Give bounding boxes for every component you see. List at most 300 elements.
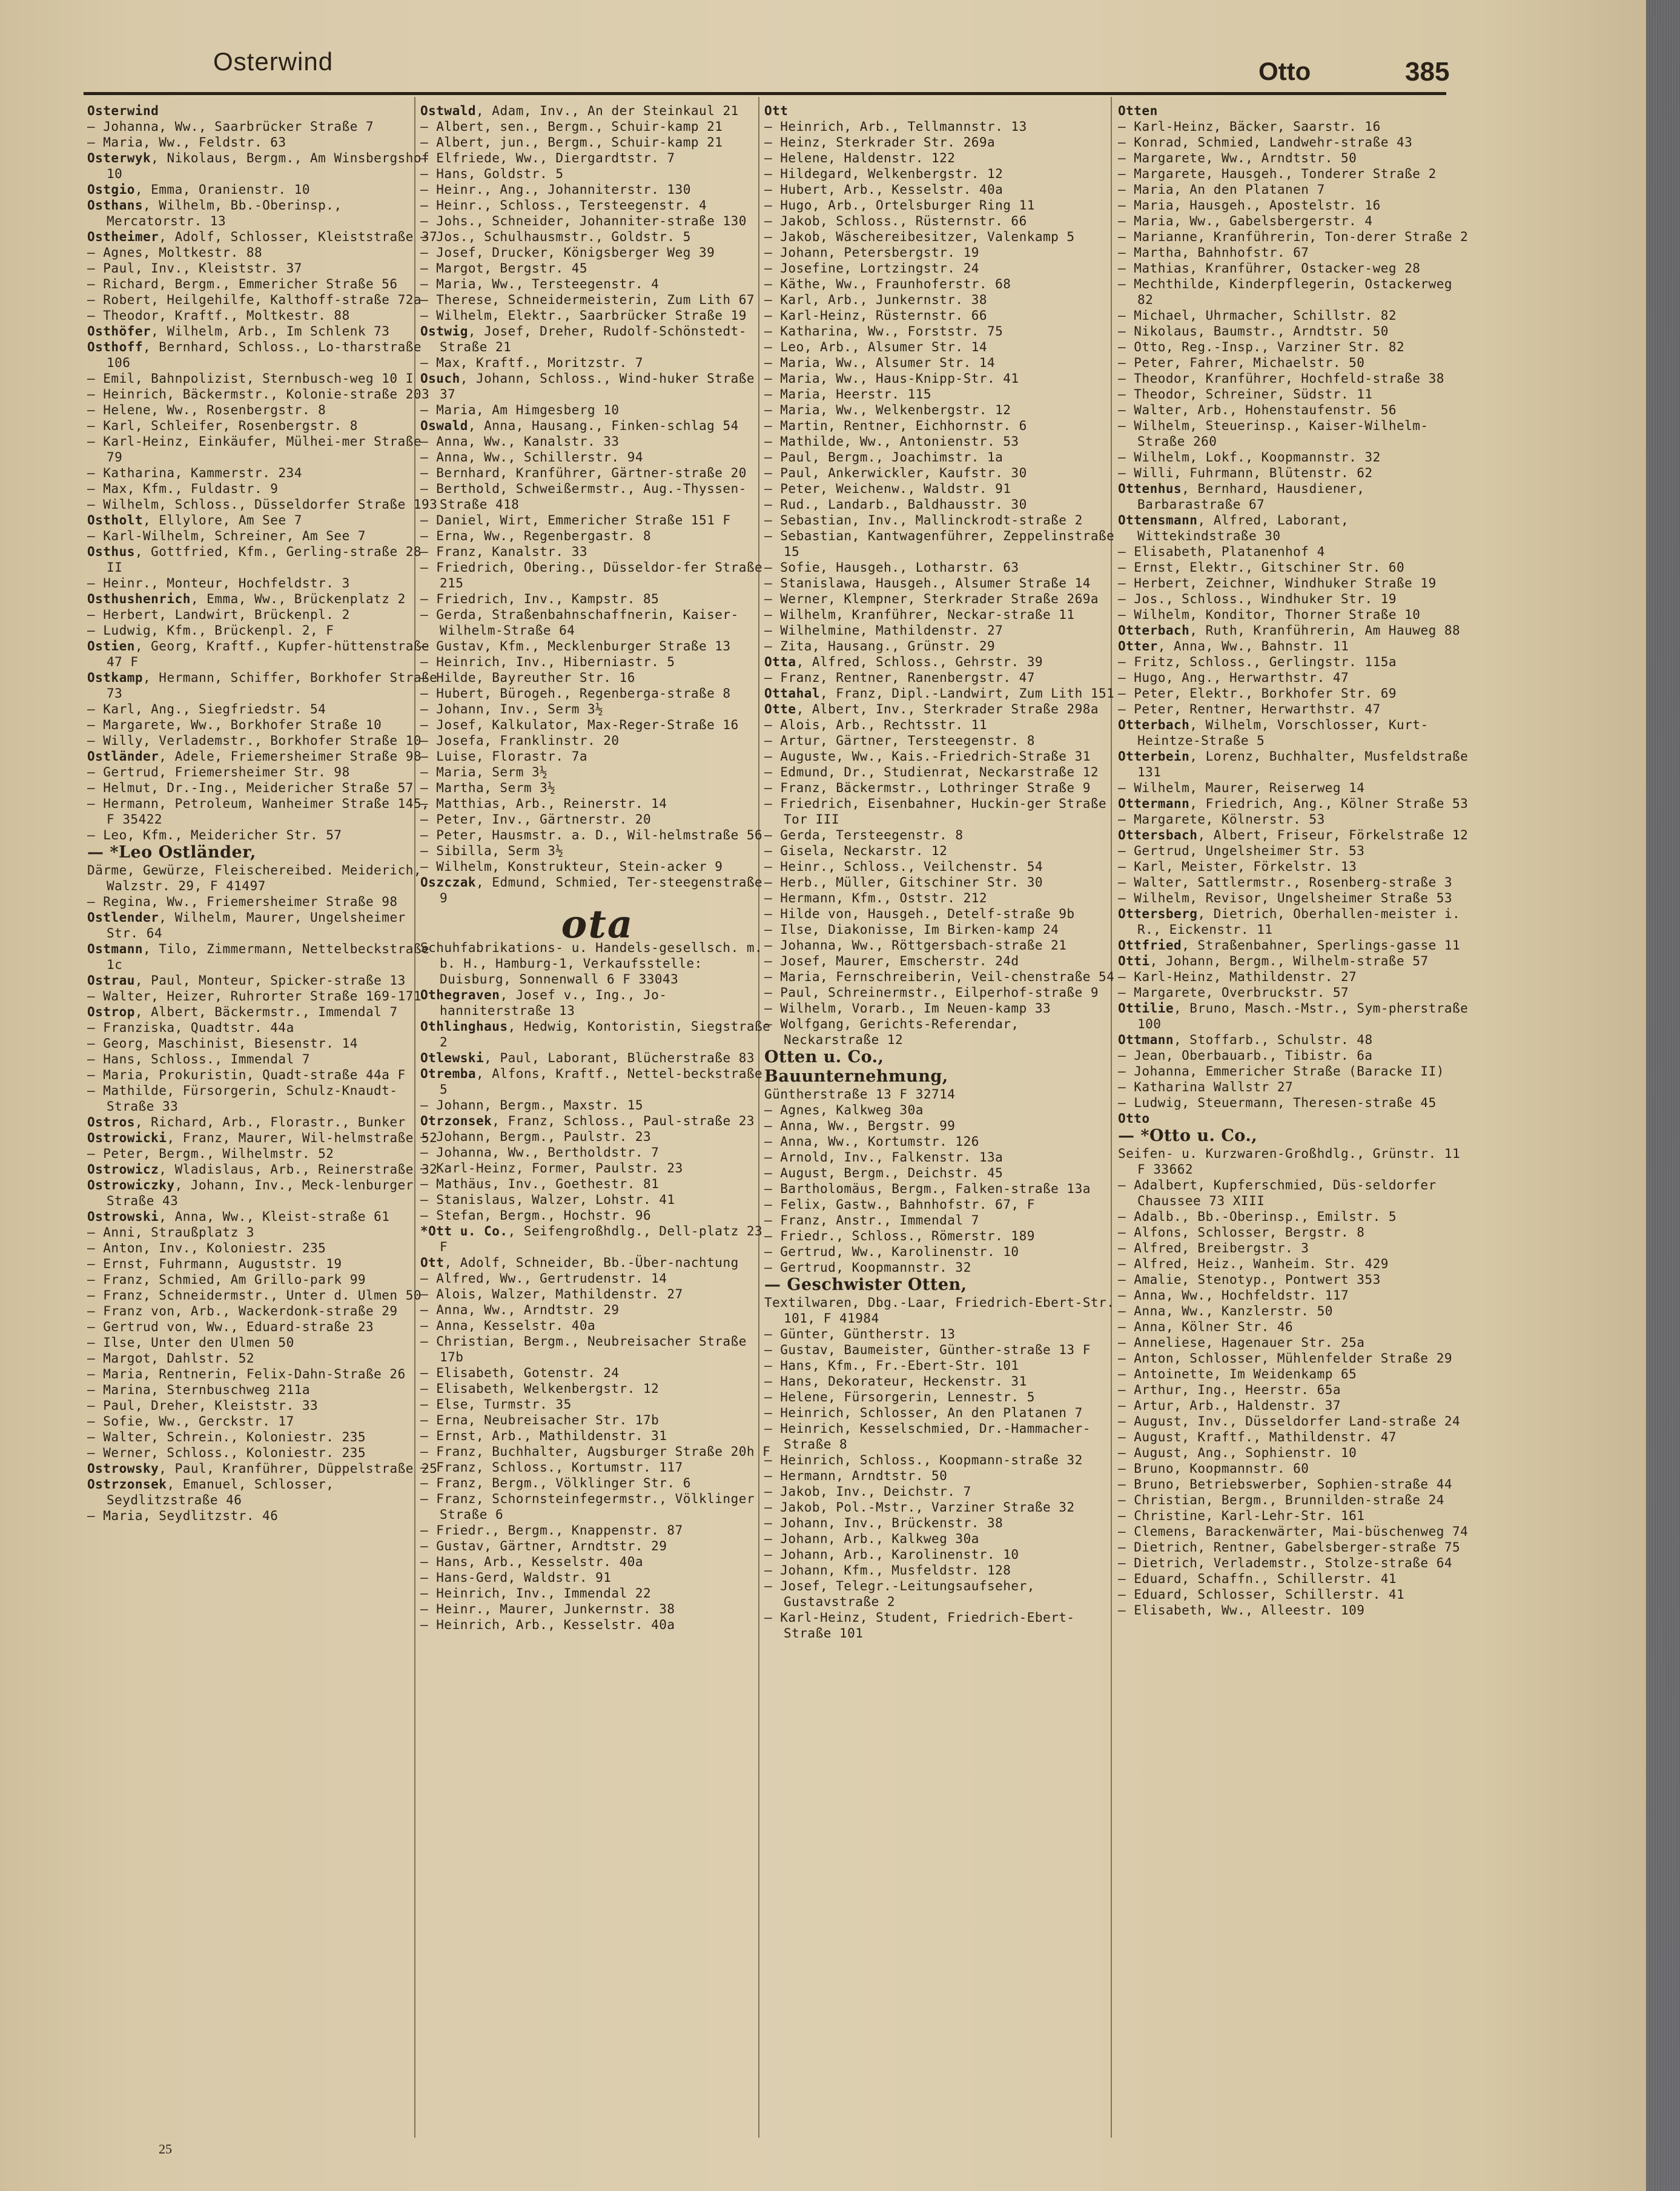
directory-entry: — Johann, Kfm., Musfeldstr. 128 bbox=[764, 1563, 1011, 1578]
directory-entry: — Ernst, Fuhrmann, Auguststr. 19 bbox=[87, 1257, 342, 1271]
directory-entry: — Margarete, Overbruckstr. 57 bbox=[1118, 985, 1349, 1000]
entry-surname: Ostrowicki bbox=[87, 1131, 167, 1145]
directory-entry: Otter, Anna, Ww., Bahnstr. 11 bbox=[1118, 639, 1349, 653]
directory-entry: — Gustav, Baumeister, Günther-straße 13 F bbox=[764, 1343, 1091, 1357]
directory-entry: — Josefa, Franklinstr. 20 bbox=[420, 733, 620, 748]
entry-surname: Ostrowsky bbox=[87, 1461, 159, 1476]
directory-entry: Osthans, Wilhelm, Bb.-Oberinsp., Mercatorstr. 13 bbox=[87, 198, 342, 228]
directory-entry: — Hans, Arb., Kesselstr. 40a bbox=[420, 1555, 644, 1569]
directory-entry: Otterbach, Wilhelm, Vorschlosser, Kurt-Heintze-Straße 5 bbox=[1118, 718, 1429, 748]
directory-entry: — Maria, Hausgeh., Apostelstr. 16 bbox=[1118, 198, 1381, 213]
directory-entry: Otremba, Alfons, Kraftf., Nettel-beckstraße 5 bbox=[420, 1066, 763, 1097]
directory-entry: — Konrad, Schmied, Landwehr-straße 43 bbox=[1118, 135, 1413, 150]
directory-entry: — Mathias, Kranführer, Ostacker-weg 28 bbox=[1118, 261, 1421, 276]
directory-entry: — Walter, Arb., Hohenstaufenstr. 56 bbox=[1118, 403, 1397, 417]
directory-entry: — Sibilla, Serm 3½ bbox=[420, 844, 564, 858]
directory-entry: Ostheimer, Adolf, Schlosser, Kleiststraße 37 bbox=[87, 230, 438, 244]
directory-entry: — Johann, Bergm., Maxstr. 15 bbox=[420, 1098, 644, 1112]
entry-surname: Ottmann bbox=[1118, 1033, 1174, 1047]
directory-entry: — Johann, Bergm., Paulstr. 23 bbox=[420, 1129, 652, 1144]
directory-entry: — August, Bergm., Deichstr. 45 bbox=[764, 1166, 1004, 1180]
directory-entry: Ottfried, Straßenbahner, Sperlings-gasse 11 bbox=[1118, 938, 1461, 953]
directory-entry: Otten bbox=[1118, 104, 1158, 118]
directory-entry: — Maria, Fernschreiberin, Veil-chenstraße 54 bbox=[764, 970, 1115, 984]
directory-entry: — Adalbert, Kupferschmied, Düs-seldorfer Chaussee 73 XIII bbox=[1118, 1178, 1437, 1208]
directory-entry: — Wilhelm, Maurer, Reiserweg 14 bbox=[1118, 781, 1365, 795]
directory-entry: — Fritz, Schloss., Gerlingstr. 115a bbox=[1118, 655, 1397, 669]
directory-entry: — Elisabeth, Ww., Alleestr. 109 bbox=[1118, 1603, 1365, 1618]
directory-entry: — Ilse, Unter den Ulmen 50 bbox=[87, 1335, 294, 1350]
entry-surname: Ostholt bbox=[87, 513, 144, 527]
directory-entry: — Alois, Walzer, Mathildenstr. 27 bbox=[420, 1287, 683, 1301]
directory-entry: — Marianne, Kranführerin, Ton-derer Straße 2 bbox=[1118, 230, 1469, 244]
directory-entry: — Franz, Bäckermstr., Lothringer Straße 9 bbox=[764, 781, 1091, 795]
directory-entry: — Herbert, Zeichner, Windhuker Straße 19 bbox=[1118, 576, 1437, 590]
running-head-left: Osterwind bbox=[213, 47, 334, 76]
directory-entry: — Jean, Oberbauarb., Tibistr. 6a bbox=[1118, 1048, 1373, 1063]
directory-entry: — Sebastian, Kantwagenführer, Zeppelinstraße 15 bbox=[764, 529, 1115, 559]
directory-entry: — Arnold, Inv., Falkenstr. 13a bbox=[764, 1150, 1004, 1165]
entry-surname: Osthöfer bbox=[87, 324, 151, 339]
directory-entry: — Dietrich, Verlademstr., Stolze-straße 64 bbox=[1118, 1556, 1453, 1570]
directory-entry: — Heinrich, Arb., Tellmannstr. 13 bbox=[764, 119, 1027, 134]
directory-entry: — Paul, Bergm., Joachimstr. 1a bbox=[764, 450, 1004, 464]
entry-surname: Ostlender bbox=[87, 910, 159, 925]
directory-entry: Ostrzonsek, Emanuel, Schlosser, Seydlitzstraße 46 bbox=[87, 1477, 334, 1507]
directory-entry: — Mechthilde, Kinderpflegerin, Ostackerweg 82 bbox=[1118, 277, 1453, 307]
entry-surname: Ottenhus bbox=[1118, 481, 1182, 496]
directory-entry: — Nikolaus, Baumstr., Arndtstr. 50 bbox=[1118, 324, 1389, 339]
entry-surname: Othlinghaus bbox=[420, 1019, 508, 1034]
directory-entry: — Martin, Rentner, Eichhornstr. 6 bbox=[764, 418, 1027, 433]
directory-entry: — Hugo, Ang., Herwarthstr. 47 bbox=[1118, 670, 1349, 685]
directory-entry: — Hans, Goldstr. 5 bbox=[420, 167, 564, 181]
directory-entry: — Anton, Schlosser, Mühlenfelder Straße 29 bbox=[1118, 1351, 1453, 1366]
directory-entry: — Anna, Kölner Str. 46 bbox=[1118, 1320, 1294, 1334]
directory-entry: — Antoinette, Im Weidenkamp 65 bbox=[1118, 1367, 1357, 1381]
directory-entry: Güntherstraße 13 F 32714 bbox=[764, 1087, 956, 1102]
column-2 bbox=[420, 103, 775, 2144]
directory-entry: Otterbein, Lorenz, Buchhalter, Musfeldstraße 131 bbox=[1118, 749, 1469, 779]
directory-entry: — Franz, Buchhalter, Augsburger Straße 20h F bbox=[420, 1444, 771, 1459]
directory-entry: — Paul, Inv., Kleiststr. 37 bbox=[87, 261, 302, 276]
directory-entry: — Stanislaus, Walzer, Lohstr. 41 bbox=[420, 1192, 675, 1207]
directory-entry: — Peter, Inv., Gärtnerstr. 20 bbox=[420, 812, 652, 827]
directory-entry: — Heinr., Schloss., Veilchenstr. 54 bbox=[764, 859, 1043, 874]
directory-entry: — Anna, Ww., Arndtstr. 29 bbox=[420, 1303, 620, 1317]
directory-entry: — Maria, Prokuristin, Quadt-straße 44a F bbox=[87, 1068, 406, 1082]
entry-surname: Ostrowicz bbox=[87, 1162, 159, 1177]
directory-entry: Ostwig, Josef, Dreher, Rudolf-Schönstedt-Straße 21 bbox=[420, 324, 747, 354]
directory-entry: — Johanna, Emmericher Straße (Baracke II) bbox=[1118, 1064, 1444, 1079]
directory-entry: — Wilhelmine, Mathildenstr. 27 bbox=[764, 623, 1004, 638]
directory-entry: — Karl-Heinz, Rüsternstr. 66 bbox=[764, 308, 988, 323]
directory-entry: Otti, Johann, Bergm., Wilhelm-straße 57 bbox=[1118, 954, 1429, 968]
directory-entry: — Otto, Reg.-Insp., Varziner Str. 82 bbox=[1118, 340, 1405, 354]
directory-entry: Oszczak, Edmund, Schmied, Ter-steegenstraße 9 bbox=[420, 875, 763, 905]
directory-entry: Ostgio, Emma, Oranienstr. 10 bbox=[87, 182, 311, 197]
directory-entry: — Elisabeth, Welkenbergstr. 12 bbox=[420, 1381, 660, 1396]
directory-entry: — Peter, Fahrer, Michaelstr. 50 bbox=[1118, 355, 1365, 370]
entry-surname: Ostwig bbox=[420, 324, 468, 339]
directory-entry: — Stefan, Bergm., Hochstr. 96 bbox=[420, 1208, 652, 1223]
directory-entry: — Ilse, Diakonisse, Im Birken-kamp 24 bbox=[764, 922, 1059, 937]
directory-entry: — Christian, Bergm., Neubreisacher Straße 17b bbox=[420, 1334, 747, 1364]
directory-entry: — Wolfgang, Gerichts-Referendar, Neckarstraße 12 bbox=[764, 1017, 1019, 1047]
directory-entry: — Friedrich, Obering., Düsseldor-fer Straße 215 bbox=[420, 560, 763, 590]
directory-entry: Otte, Albert, Inv., Sterkrader Straße 298a bbox=[764, 702, 1099, 716]
directory-entry: — Heinr., Monteur, Hochfeldstr. 3 bbox=[87, 576, 350, 590]
directory-entry: — Josef, Telegr.-Leitungsaufseher, Gustavstraße 2 bbox=[764, 1579, 1035, 1609]
directory-entry: — Hans-Gerd, Waldstr. 91 bbox=[420, 1570, 612, 1585]
directory-entry: — Karl-Heinz, Student, Friedrich-Ebert-Straße 101 bbox=[764, 1610, 1075, 1641]
directory-entry: — Margarete, Ww., Borkhofer Straße 10 bbox=[87, 718, 382, 732]
directory-entry: — Hubert, Arb., Kesselstr. 40a bbox=[764, 182, 1004, 197]
entry-surname: Osthans bbox=[87, 198, 144, 213]
directory-entry: — Theodor, Kranführer, Hochfeld-straße 38 bbox=[1118, 371, 1444, 386]
directory-entry: — Theodor, Kraftf., Moltkestr. 88 bbox=[87, 308, 350, 323]
entry-surname: Ostrowiczky bbox=[87, 1178, 175, 1192]
entry-surname: Otte bbox=[764, 702, 796, 716]
directory-entry: — Eduard, Schaffn., Schillerstr. 41 bbox=[1118, 1571, 1397, 1586]
directory-entry: — Max, Kfm., Fuldastr. 9 bbox=[87, 481, 279, 496]
directory-entry: — Alfred, Heiz., Wanheim. Str. 429 bbox=[1118, 1257, 1389, 1271]
directory-entry: — Walter, Sattlermstr., Rosenberg-straße 3 bbox=[1118, 875, 1453, 890]
directory-entry: — Leo, Arb., Alsumer Str. 14 bbox=[764, 340, 988, 354]
directory-entry: Ott, Adolf, Schneider, Bb.-Über-nachtung bbox=[420, 1255, 739, 1270]
directory-entry: — Christine, Karl-Lehr-Str. 161 bbox=[1118, 1509, 1365, 1523]
directory-entry: — Anna, Ww., Kanzlerstr. 50 bbox=[1118, 1304, 1333, 1318]
entry-surname: Otrzonsek bbox=[420, 1114, 492, 1128]
entry-surname: Ottersberg bbox=[1118, 907, 1198, 921]
directory-entry: — Peter, Rentner, Herwarthstr. 47 bbox=[1118, 702, 1381, 716]
entry-surname: Ostländer bbox=[87, 749, 159, 764]
directory-entry: — Robert, Heilgehilfe, Kalthoff-straße 72a bbox=[87, 292, 422, 307]
directory-entry: — August, Inv., Düsseldorfer Land-straße 24 bbox=[1118, 1414, 1461, 1429]
directory-entry: — Alfred, Breibergstr. 3 bbox=[1118, 1241, 1309, 1255]
directory-entry: Osuch, Johann, Schloss., Wind-huker Straße 37 bbox=[420, 371, 755, 402]
directory-entry: — Jos., Schulhausmstr., Goldstr. 5 bbox=[420, 230, 691, 244]
directory-entry: — Matthias, Arb., Reinerstr. 14 bbox=[420, 796, 667, 811]
directory-entry: — Emil, Bahnpolizist, Sternbusch-weg 10 I bbox=[87, 371, 414, 386]
directory-entry: — Dietrich, Rentner, Gabelsberger-straße 75 bbox=[1118, 1540, 1461, 1555]
directory-entry: Otrzonsek, Franz, Schloss., Paul-straße 23 bbox=[420, 1114, 755, 1128]
directory-entry: — Friedr., Schloss., Römerstr. 189 bbox=[764, 1229, 1035, 1243]
directory-entry: — Maria, An den Platanen 7 bbox=[1118, 182, 1325, 197]
entry-surname: Osthushenrich bbox=[87, 592, 191, 606]
entry-surname: Ostien bbox=[87, 639, 135, 653]
directory-entry: — Franz, Rentner, Ranenbergstr. 47 bbox=[764, 670, 1035, 685]
directory-entry: — Marina, Sternbuschweg 211a bbox=[87, 1383, 311, 1397]
directory-entry: — Günter, Güntherstr. 13 bbox=[764, 1327, 956, 1341]
directory-entry: — Gertrud, Koopmannstr. 32 bbox=[764, 1260, 971, 1275]
directory-entry: — Therese, Schneidermeisterin, Zum Lith 67 bbox=[420, 292, 755, 307]
directory-entry: — Michael, Uhrmacher, Schillstr. 82 bbox=[1118, 308, 1397, 323]
directory-entry: — Franz, Anstr., Immendal 7 bbox=[764, 1213, 979, 1228]
directory-entry: — Maria, Ww., Feldstr. 63 bbox=[87, 135, 286, 150]
directory-entry: — Johanna, Ww., Saarbrücker Straße 7 bbox=[87, 119, 374, 134]
entry-surname: Otlewski bbox=[420, 1051, 484, 1065]
entry-surname: Ottfried bbox=[1118, 938, 1182, 953]
directory-entry: — Jakob, Pol.-Mstr., Varziner Straße 32 bbox=[764, 1500, 1075, 1515]
directory-entry: — Karl, Arb., Junkernstr. 38 bbox=[764, 292, 988, 307]
directory-entry: — Margot, Dahlstr. 52 bbox=[87, 1351, 255, 1366]
directory-entry: — August, Kraftf., Mathildenstr. 47 bbox=[1118, 1430, 1397, 1444]
directory-entry: — Gertrud, Ww., Karolinenstr. 10 bbox=[764, 1244, 1019, 1259]
directory-entry: Otta, Alfred, Schloss., Gehrstr. 39 bbox=[764, 655, 1043, 669]
entry-surname: Osthus bbox=[87, 544, 135, 559]
directory-entry: — Karl-Heinz, Mathildenstr. 27 bbox=[1118, 970, 1357, 984]
directory-entry: Ottersberg, Dietrich, Oberhallen-meister i. R., Eickenstr. 11 bbox=[1118, 907, 1461, 937]
directory-entry: Ostrowsky, Paul, Kranführer, Düppelstraße 25 bbox=[87, 1461, 438, 1476]
directory-entry: — Katharina, Ww., Forststr. 75 bbox=[764, 324, 1004, 339]
directory-entry: — Werner, Schloss., Koloniestr. 235 bbox=[87, 1446, 366, 1460]
directory-entry: — Hans, Dekorateur, Heckenstr. 31 bbox=[764, 1374, 1027, 1389]
running-head-right: Otto bbox=[1258, 57, 1311, 85]
directory-entry: — Max, Kraftf., Moritzstr. 7 bbox=[420, 355, 644, 370]
entry-surname: Ottilie bbox=[1118, 1001, 1174, 1016]
directory-entry: — Helene, Fürsorgerin, Lennestr. 5 bbox=[764, 1390, 1035, 1404]
directory-entry: — Peter, Hausmstr. a. D., Wil-helmstraße 56 bbox=[420, 828, 763, 842]
directory-entry: — Anneliese, Hagenauer Str. 25a bbox=[1118, 1335, 1365, 1350]
directory-entry: — Maria, Am Himgesberg 10 bbox=[420, 403, 620, 417]
directory-entry: — Paul, Ankerwickler, Kaufstr. 30 bbox=[764, 466, 1027, 480]
directory-entry: — Josef, Drucker, Königsberger Weg 39 bbox=[420, 245, 715, 260]
directory-entry: — Artur, Gärtner, Tersteegenstr. 8 bbox=[764, 733, 1035, 748]
entry-surname: Otremba bbox=[420, 1066, 477, 1081]
directory-entry: — Ludwig, Kfm., Brückenpl. 2, F bbox=[87, 623, 334, 638]
directory-entry: — Margarete, Hausgeh., Tonderer Straße 2 bbox=[1118, 167, 1437, 181]
directory-entry: — Johann, Arb., Karolinenstr. 10 bbox=[764, 1547, 1019, 1562]
directory-entry: — Johanna, Ww., Bertholdstr. 7 bbox=[420, 1145, 660, 1160]
directory-entry: — Franziska, Quadtstr. 44a bbox=[87, 1020, 294, 1035]
directory-entry: — Georg, Maschinist, Biesenstr. 14 bbox=[87, 1036, 358, 1051]
entry-surname: Ottahal bbox=[764, 686, 821, 701]
directory-entry: — Gertrud, Ungelsheimer Str. 53 bbox=[1118, 844, 1365, 858]
directory-entry: — Maria, Ww., Haus-Knipp-Str. 41 bbox=[764, 371, 1019, 386]
directory-entry: — Hilde, Bayreuther Str. 16 bbox=[420, 670, 635, 685]
directory-entry: — Walter, Heizer, Ruhrorter Straße 169-171 bbox=[87, 989, 422, 1003]
directory-entry: — Zita, Hausang., Grünstr. 29 bbox=[764, 639, 996, 653]
directory-entry: — Bartholomäus, Bergm., Falken-straße 13a bbox=[764, 1181, 1091, 1196]
directory-entry: — Sofie, Hausgeh., Lotharstr. 63 bbox=[764, 560, 1019, 575]
directory-entry: — Helene, Haldenstr. 122 bbox=[764, 151, 956, 165]
directory-entry: — Wilhelm, Kranführer, Neckar-straße 11 bbox=[764, 607, 1075, 622]
directory-entry: — Wilhelm, Konditor, Thorner Straße 10 bbox=[1118, 607, 1421, 622]
directory-entry: — Hans, Kfm., Fr.-Ebert-Str. 101 bbox=[764, 1358, 1019, 1373]
directory-entry: — Walter, Schrein., Koloniestr. 235 bbox=[87, 1430, 366, 1444]
directory-entry: — Anna, Ww., Bergstr. 99 bbox=[764, 1119, 956, 1133]
directory-entry: — Maria, Serm 3½ bbox=[420, 765, 548, 779]
entry-surname: Ostros bbox=[87, 1115, 135, 1129]
directory-entry: — Peter, Weichenw., Waldstr. 91 bbox=[764, 481, 1011, 496]
entry-surname: Ottermann bbox=[1118, 796, 1190, 811]
directory-entry: — Karl-Wilhelm, Schreiner, Am See 7 bbox=[87, 529, 366, 543]
directory-entry: Ostros, Richard, Arb., Florastr., Bunker bbox=[87, 1115, 406, 1129]
directory-entry: — Anna, Ww., Hochfeldstr. 117 bbox=[1118, 1288, 1349, 1303]
directory-entry: Ott bbox=[764, 104, 789, 118]
directory-entry: — Wilhelm, Steuerinsp., Kaiser-Wilhelm-Straße 260 bbox=[1118, 418, 1429, 449]
entry-surname: Otterbein bbox=[1118, 749, 1190, 764]
directory-entry: Osthus, Gottfried, Kfm., Gerling-straße 28 II bbox=[87, 544, 422, 575]
directory-entry: — Martha, Bahnhofstr. 67 bbox=[1118, 245, 1309, 260]
directory-entry: — Maria, Rentnerin, Felix-Dahn-Straße 26 bbox=[87, 1367, 406, 1381]
directory-entry: — Sebastian, Inv., Mallinckrodt-straße 2 bbox=[764, 513, 1083, 527]
directory-entry: — Gerda, Straßenbahnschaffnerin, Kaiser-Wilhelm-Straße 64 bbox=[420, 607, 739, 638]
directory-entry: — Johann, Inv., Serm 3½ bbox=[420, 702, 604, 716]
directory-entry: — Franz von, Arb., Wackerdonk-straße 29 bbox=[87, 1304, 398, 1318]
directory-entry: — Amalie, Stenotyp., Pontwert 353 bbox=[1118, 1272, 1381, 1287]
directory-entry: — Heinr., Maurer, Junkernstr. 38 bbox=[420, 1602, 675, 1616]
directory-entry: — Hilde von, Hausgeh., Detelf-straße 9b bbox=[764, 907, 1075, 921]
directory-entry: — Hermann, Arndtstr. 50 bbox=[764, 1469, 948, 1483]
directory-entry: — Martha, Serm 3½ bbox=[420, 781, 556, 795]
directory-entry: — Albert, jun., Bergm., Schuir-kamp 21 bbox=[420, 135, 723, 150]
directory-entry: — Auguste, Ww., Kais.-Friedrich-Straße 31 bbox=[764, 749, 1091, 764]
directory-entry: — Karl-Heinz, Einkäufer, Mülhei-mer Straße 79 bbox=[87, 434, 422, 464]
directory-entry: — Katharina Wallstr 27 bbox=[1118, 1080, 1294, 1094]
directory-entry: Ottmann, Stoffarb., Schulstr. 48 bbox=[1118, 1033, 1373, 1047]
directory-entry: — Willi, Fuhrmann, Blütenstr. 62 bbox=[1118, 466, 1373, 480]
directory-entry: — Alois, Arb., Rechtsstr. 11 bbox=[764, 718, 988, 732]
directory-entry: — Elfriede, Ww., Diergardtstr. 7 bbox=[420, 151, 675, 165]
entry-surname: Otta bbox=[764, 655, 796, 669]
directory-entry: Otterbach, Ruth, Kranführerin, Am Hauweg 88 bbox=[1118, 623, 1461, 638]
directory-entry: — Wilhelm, Schloss., Düsseldorfer Straße 193 bbox=[87, 497, 438, 512]
entry-surname: Ottensmann bbox=[1118, 513, 1198, 527]
directory-entry: — Anna, Ww., Kortumstr. 126 bbox=[764, 1134, 979, 1149]
entry-surname: Ostgio bbox=[87, 182, 135, 197]
directory-entry: — Heinrich, Inv., Immendal 22 bbox=[420, 1586, 652, 1601]
directory-entry: — Hans, Schloss., Immendal 7 bbox=[87, 1052, 311, 1066]
directory-entry: — Maria, Ww., Gabelsbergerstr. 4 bbox=[1118, 214, 1373, 228]
directory-entry: — Ernst, Elektr., Gitschiner Str. 60 bbox=[1118, 560, 1405, 575]
directory-entry: — Agnes, Moltkestr. 88 bbox=[87, 245, 263, 260]
entry-surname: Oszczak bbox=[420, 875, 477, 890]
directory-entry: Osterwind bbox=[87, 104, 159, 118]
directory-entry: Ottilie, Bruno, Masch.-Mstr., Sym-pherstraße 100 bbox=[1118, 1001, 1469, 1031]
header-rule bbox=[84, 92, 1446, 95]
directory-entry: — Heinrich, Schloss., Koopmann-straße 32 bbox=[764, 1453, 1083, 1467]
directory-entry: — Anna, Ww., Schillerstr. 94 bbox=[420, 450, 644, 464]
entry-surname: Ostmann bbox=[87, 942, 144, 956]
directory-entry: — Erna, Ww., Regenbergastr. 8 bbox=[420, 529, 652, 543]
directory-entry: Osthöfer, Wilhelm, Arb., Im Schlenk 73 bbox=[87, 324, 390, 339]
entry-surname: Ostkamp bbox=[87, 670, 144, 685]
directory-entry: — Franz, Kanalstr. 33 bbox=[420, 544, 588, 559]
directory-entry: — Friedr., Bergm., Knappenstr. 87 bbox=[420, 1523, 683, 1538]
directory-entry: Ottermann, Friedrich, Ang., Kölner Straße 53 bbox=[1118, 796, 1469, 811]
directory-entry: — Leo, Kfm., Meidericher Str. 57 bbox=[87, 828, 342, 842]
entry-surname: Otterbach bbox=[1118, 718, 1190, 732]
directory-entry: — Mathilde, Ww., Antonienstr. 53 bbox=[764, 434, 1019, 449]
directory-entry: — Josef, Kalkulator, Max-Reger-Straße 16 bbox=[420, 718, 739, 732]
directory-entry: Otten u. Co., bbox=[764, 1048, 884, 1066]
page-number: 385 bbox=[1405, 57, 1450, 87]
directory-entry: — Felix, Gastw., Bahnhofstr. 67, F bbox=[764, 1197, 1035, 1212]
directory-entry: — Heinrich, Schlosser, An den Platanen 7 bbox=[764, 1406, 1083, 1420]
directory-entry: — Artur, Arb., Haldenstr. 37 bbox=[1118, 1398, 1341, 1413]
directory-entry: — Katharina, Kammerstr. 234 bbox=[87, 466, 302, 480]
directory-entry: — Peter, Elektr., Borkhofer Str. 69 bbox=[1118, 686, 1397, 701]
directory-entry: — Heinrich, Inv., Hiberniastr. 5 bbox=[420, 655, 675, 669]
directory-entry: — Stanislawa, Hausgeh., Alsumer Straße 14 bbox=[764, 576, 1091, 590]
entry-surname: Ottersbach bbox=[1118, 828, 1198, 842]
directory-entry: Seifen- u. Kurzwaren-Großhdlg., Grünstr. 11 F 33662 bbox=[1118, 1146, 1461, 1177]
directory-entry: — Johann, Inv., Brückenstr. 38 bbox=[764, 1516, 1004, 1530]
directory-entry: — Adalb., Bb.-Oberinsp., Emilstr. 5 bbox=[1118, 1209, 1397, 1224]
directory-entry: — *Leo Ostländer, bbox=[87, 843, 256, 862]
directory-entry: — Edmund, Dr., Studienrat, Neckarstraße 12 bbox=[764, 765, 1099, 779]
directory-entry: — Agnes, Kalkweg 30a bbox=[764, 1103, 924, 1117]
directory-entry: — Gertrud von, Ww., Eduard-straße 23 bbox=[87, 1320, 374, 1334]
directory-entry: Ostrau, Paul, Monteur, Spicker-straße 13 bbox=[87, 973, 406, 988]
column-4 bbox=[1118, 103, 1472, 2144]
entry-surname: Ostheimer bbox=[87, 230, 159, 244]
directory-entry: Osterwyk, Nikolaus, Bergm., Am Winsbergshof 10 bbox=[87, 151, 430, 181]
directory-entry: Ostrop, Albert, Bäckermstr., Immendal 7 bbox=[87, 1005, 398, 1019]
directory-entry: — Albert, sen., Bergm., Schuir-kamp 21 bbox=[420, 119, 723, 134]
directory-entry: — Elisabeth, Platanenhof 4 bbox=[1118, 544, 1325, 559]
directory-entry: Ostien, Georg, Kraftf., Kupfer-hüttenstraße 47 F bbox=[87, 639, 430, 669]
directory-entry: — Anna, Kesselstr. 40a bbox=[420, 1318, 596, 1333]
directory-entry: — Käthe, Ww., Fraunhoferstr. 68 bbox=[764, 277, 1011, 291]
directory-entry: — Regina, Ww., Friemersheimer Straße 98 bbox=[87, 894, 398, 909]
directory-entry: — Wilhelm, Elektr., Saarbrücker Straße 19 bbox=[420, 308, 747, 323]
directory-entry: — Gustav, Kfm., Mecklenburger Straße 13 bbox=[420, 639, 731, 653]
directory-entry: — Daniel, Wirt, Emmericher Straße 151 F bbox=[420, 513, 731, 527]
directory-entry: Ostkamp, Hermann, Schiffer, Borkhofer Straße 73 bbox=[87, 670, 438, 701]
directory-entry: — Mathäus, Inv., Goethestr. 81 bbox=[420, 1177, 660, 1191]
directory-entry: — Heinrich, Arb., Kesselstr. 40a bbox=[420, 1618, 675, 1632]
directory-entry: Därme, Gewürze, Fleischereibed. Meiderich, Walzstr. 29, F 41497 bbox=[87, 863, 422, 893]
directory-entry: — Alfons, Schlosser, Bergstr. 8 bbox=[1118, 1225, 1365, 1240]
directory-entry: — Jakob, Schloss., Rüsternstr. 66 bbox=[764, 214, 1027, 228]
directory-entry: — Margot, Bergstr. 45 bbox=[420, 261, 588, 276]
directory-entry: — Maria, Ww., Tersteegenstr. 4 bbox=[420, 277, 660, 291]
directory-entry: — Paul, Schreinermstr., Eilperhof-straße 9 bbox=[764, 985, 1099, 1000]
directory-entry: — Luise, Florastr. 7a bbox=[420, 749, 588, 764]
directory-entry: Ottensmann, Alfred, Laborant, Wittekindstraße 30 bbox=[1118, 513, 1349, 543]
directory-entry: — Heinz, Sterkrader Str. 269a bbox=[764, 135, 996, 150]
directory-entry: Ostländer, Adele, Friemersheimer Straße 98 bbox=[87, 749, 422, 764]
directory-entry: — Rud., Landarb., Baldhausstr. 30 bbox=[764, 497, 1027, 512]
directory-entry: Othegraven, Josef v., Ing., Jo-hanniterstraße 13 bbox=[420, 988, 667, 1018]
directory-entry: Ostrowiczky, Johann, Inv., Meck-lenburger Straße 43 bbox=[87, 1178, 414, 1208]
entry-surname: Osthoff bbox=[87, 340, 144, 354]
directory-entry: — Franz, Schloss., Kortumstr. 117 bbox=[420, 1460, 683, 1475]
directory-entry: Ostrowski, Anna, Ww., Kleist-straße 61 bbox=[87, 1209, 390, 1224]
directory-entry: — Anton, Inv., Koloniestr. 235 bbox=[87, 1241, 326, 1255]
directory-entry: — Heinrich, Bäckermstr., Kolonie-straße 203 bbox=[87, 387, 430, 402]
directory-entry: — Anna, Ww., Kanalstr. 33 bbox=[420, 434, 620, 449]
directory-entry: — Heinrich, Kesselschmied, Dr.-Hammacher-Straße 8 bbox=[764, 1421, 1091, 1452]
directory-entry: — Helmut, Dr.-Ing., Meidericher Straße 57 bbox=[87, 781, 414, 795]
directory-entry: — Ernst, Arb., Mathildenstr. 31 bbox=[420, 1429, 667, 1443]
directory-entry: — Hugo, Arb., Ortelsburger Ring 11 bbox=[764, 198, 1035, 213]
directory-entry: Ostrowicz, Wladislaus, Arb., Reinerstraße 32 bbox=[87, 1162, 438, 1177]
directory-entry: — Theodor, Schreiner, Südstr. 11 bbox=[1118, 387, 1373, 402]
directory-entry: — Jakob, Inv., Deichstr. 7 bbox=[764, 1484, 971, 1499]
directory-entry: — Friedrich, Inv., Kampstr. 85 bbox=[420, 592, 660, 606]
directory-entry: — Helene, Ww., Rosenbergstr. 8 bbox=[87, 403, 326, 417]
directory-entry: — Gerda, Tersteegenstr. 8 bbox=[764, 828, 964, 842]
directory-entry: — Werner, Klempner, Sterkrader Straße 269a bbox=[764, 592, 1099, 606]
entry-surname: Ostrzonsek bbox=[87, 1477, 167, 1492]
directory-entry: — Johanna, Ww., Röttgersbach-straße 21 bbox=[764, 938, 1067, 953]
directory-entry: — Wilhelm, Vorarb., Im Neuen-kamp 33 bbox=[764, 1001, 1051, 1016]
directory-entry: — Anni, Straußplatz 3 bbox=[87, 1225, 255, 1240]
